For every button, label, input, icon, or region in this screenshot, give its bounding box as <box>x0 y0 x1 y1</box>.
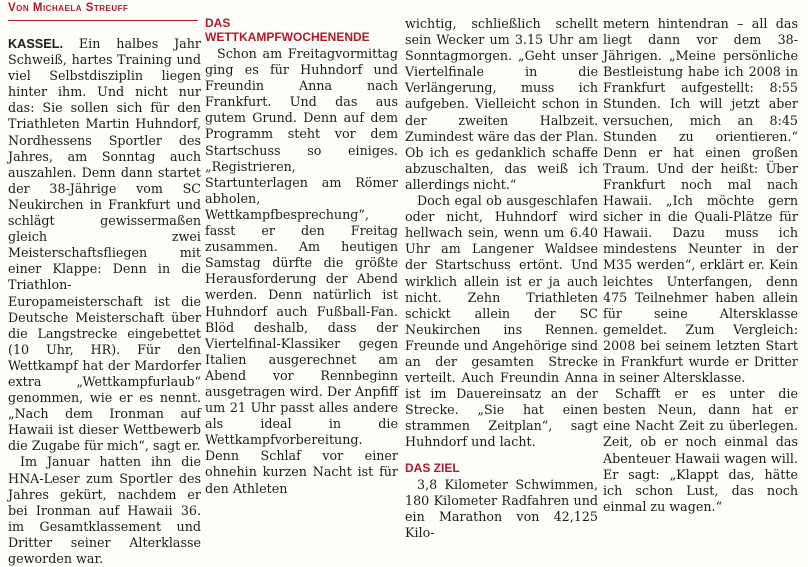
paragraph: Im Januar hatten ihn die HNA-Leser zum Sportler des Jahres gekürt, nachdem er bei Ironman auf Hawaii 36. im Gesamtklassement und Dritter seiner Alterklasse geworden war. <box>8 454 201 566</box>
subheading: DAS ZIEL <box>405 460 460 475</box>
byline-rule <box>8 20 198 21</box>
article-column-1 <box>8 36 201 566</box>
subheading: DAS WETTKAMPFWOCHENENDE <box>205 16 370 44</box>
article-column-4 <box>603 16 798 514</box>
paragraph: Schafft er es unter die besten Neun, dann hat er eine Nacht Zeit zu überlegen. Zeit, ob er noch einmal das Abenteuer Hawaii wagen will. Er sagt: „Klappt das, hätte ich schon Lust, das noch einmal zu wagen.“ <box>603 386 798 514</box>
paragraph: 3,8 Kilometer Schwimmen, 180 Kilometer Radfahren und ein Marathon von 42,125 Kilo- <box>405 476 598 540</box>
paragraph-text: Ein halbes Jahr Schweiß, hartes Training und viel Selbstdisziplin liegen hinter ihm. Und nicht nur das: Sie sollen sich für den Triathleten Martin Huhndorf, Nordhessens Sportler des Jahres, am Sonntag auch auszahlen. Denn dann startet der 38-Jährige vom SC Neukirchen in Frankfurt und schlägt gewissermaßen gleich zwei Meisterschaftsfliegen mit einer Klappe: Denn in die Triathlon-Europameisterschaft ist die Deutsche Meisterschaft über die Langstrecke eingebettet (10 Uhr, HR). Für den Wettkampf hat der Mardorfer extra „Wettkampfurlaub“ genommen, wie er es nennt. „Nach dem Ironman auf Hawaii ist dieser Wettbewerb die Zugabe für mich“, sagt er. <box>8 36 201 454</box>
paragraph: Doch egal ob ausgeschlafen oder nicht, Huhndorf wird hellwach sein, wenn um 6.40 Uhr am Langener Waldsee der Startschuss ertönt. Und wirklich allein ist er ja auch nicht. Zehn Triathleten schickt allein der SC Neukirchen ins Rennen. Freunde und Angehörige sind an der gesamten Strecke verteilt. Auch Freundin Anna ist im Dauereinsatz an der Strecke. „Sie hat einen strammen Zeitplan“, sagt Huhndorf und lacht. <box>405 193 598 450</box>
byline: Von Michaela Streuff <box>8 2 129 14</box>
article-column-3 <box>405 16 598 540</box>
paragraph: metern hintendran – all das liegt dann vor dem 38-Jährigen. „Meine persönliche Bestleistung habe ich 2008 in Frankfurt aufgestellt: 8:55 Stunden. Ich will jetzt aber versuchen, mich an 8:45 Stunden zu orientieren.“ Denn er hat einen großen Traum. Und der heißt: Über Frankfurt noch mal nach Hawaii. „Ich möchte gern sicher in die Quali-Plätze für Hawaii. Dazu muss ich mindestens Neunter in der M35 werden“, erklärt er. Kein leichtes Unterfangen, denn 475 Teilnehmer haben allein für seine Altersklasse gemeldet. Zum Vergleich: 2008 bei seinem letzten Start in Frankfurt wurde er Dritter in seiner Altersklasse. <box>603 16 798 386</box>
paragraph <box>8 36 201 454</box>
paragraph: wichtig, schließlich schellt sein Wecker um 3.15 Uhr am Sonntagmorgen. „Geht unser Viertelfinale in die Verlängerung, muss ich aufgeben. Vielleicht schon in der zweiten Halbzeit. Zumindest wäre das der Plan. Ob ich es gedanklich schaffe abzuschalten, das weiß ich allerdings nicht.“ <box>405 16 598 192</box>
article-column-2 <box>205 16 398 514</box>
paragraph: Schon am Freitagvormittag ging es für Huhndorf und Freundin Anna nach Frankfurt. Und das aus gutem Grund. Denn auf dem Programm steht vor dem Startschuss so einiges. „Registrieren, Startunterlagen am Römer abholen, Wettkampfbesprechung“, fasst er den Freitag zusammen. Am heutigen Samstag dürfte die größte Herausforderung der Abend werden. Denn natürlich ist Huhndorf auch Fußball-Fan. Blöd deshalb, dass der Viertelfinal-Klassiker gegen Italien ausgerechnet am Abend vor Rennbeginn ausgetragen wird. Der Anpfiff um 21 Uhr passt alles andere als ideal in die Wettkampfvorbereitung. Denn Schlaf vor einer ohnehin kurzen Nacht ist für den Athleten <box>205 46 398 496</box>
dateline: KASSEL. <box>8 37 63 51</box>
